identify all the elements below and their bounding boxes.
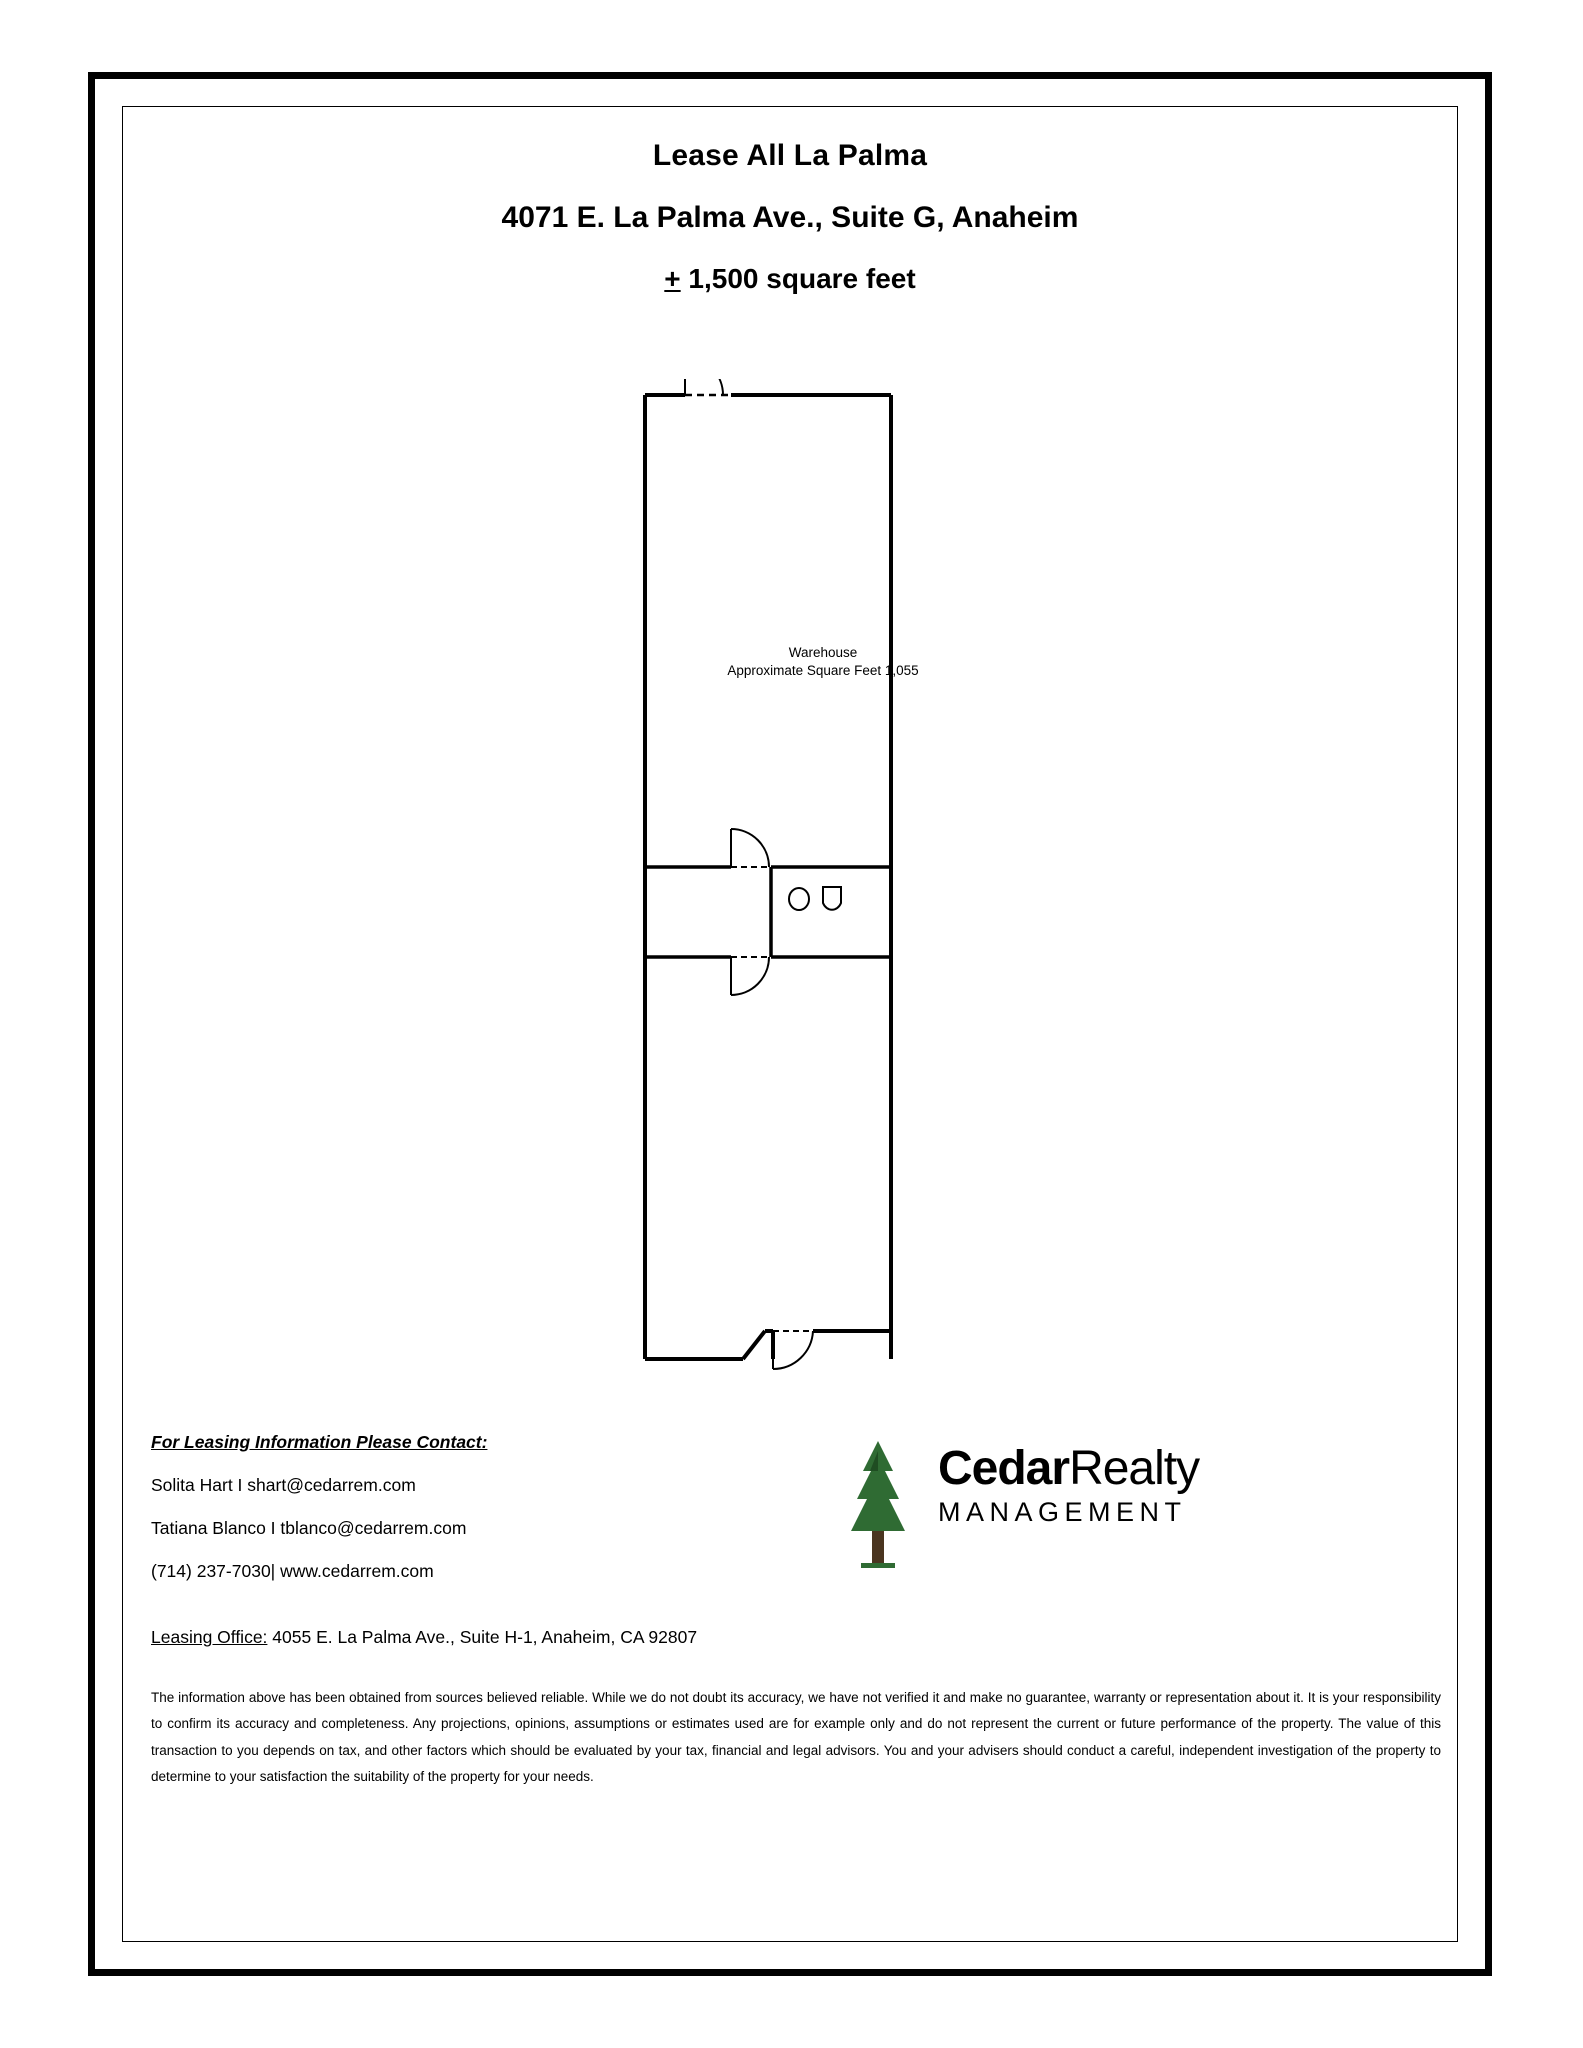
floor-plan-drawing — [623, 379, 1023, 1409]
property-size-text: 1,500 square feet — [680, 263, 916, 294]
leasing-contact-block — [151, 1432, 851, 1604]
page-title: Lease All La Palma — [652, 139, 928, 172]
leasing-office-address: 4055 E. La Palma Ave., Suite H-1, Anaheim, CA 92807 — [267, 1627, 698, 1647]
page-outer-border — [88, 72, 1492, 1976]
contact-heading: For Leasing Information Please Contact: — [151, 1432, 488, 1452]
title-block — [123, 139, 1457, 295]
floor-plan-svg — [623, 379, 1023, 1409]
plus-minus-symbol: + — [664, 263, 681, 294]
contact-agent-1: Solita Hart I shart@cedarrem.com — [151, 1475, 416, 1495]
sink-fixture — [789, 888, 809, 910]
logo-subtitle: MANAGEMENT — [938, 1497, 1187, 1527]
logo-name — [938, 1442, 1200, 1495]
contact-phone-website: (714) 237-7030| www.cedarrem.com — [151, 1561, 434, 1581]
cedar-realty-logo — [823, 1437, 1253, 1572]
toilet-fixture — [823, 887, 841, 910]
warehouse-label-line2: Approximate Square Feet 1,055 — [727, 663, 919, 679]
logo-name-light: Realty — [1069, 1442, 1200, 1495]
leasing-office-label: Leasing Office: — [151, 1627, 268, 1647]
contact-agent-2: Tatiana Blanco I tblanco@cedarrem.com — [151, 1518, 467, 1538]
page-content — [123, 107, 1457, 1941]
property-size — [123, 263, 1457, 295]
disclaimer-text: The information above has been obtained from sources believed reliable. While we do not doubt its accuracy, we have not verified it and make no guarantee, warranty or representation about it. It is your responsibility to confirm its accuracy and completeness. Any projections, opinions, assumptions or estimates used are for example only and do not represent the current or future performance of the property. The value of this transaction to you depends on tax, and other factors which should be evaluated by your tax, financial and legal advisors. You and your advisers should conduct a careful, independent investigation of the property to determine to your satisfaction the suitability of the property for your needs. — [151, 1690, 1441, 1784]
property-address: 4071 E. La Palma Ave., Suite G, Anaheim — [501, 201, 1079, 234]
logo-name-bold: Cedar — [938, 1442, 1070, 1495]
logo-wordmark — [938, 1442, 1200, 1528]
pine-tree-icon — [823, 1437, 933, 1572]
warehouse-label-line1: Warehouse — [788, 645, 858, 660]
leasing-office-line — [151, 1627, 1151, 1648]
warehouse-label — [673, 644, 973, 680]
page-inner-border — [122, 106, 1458, 1942]
